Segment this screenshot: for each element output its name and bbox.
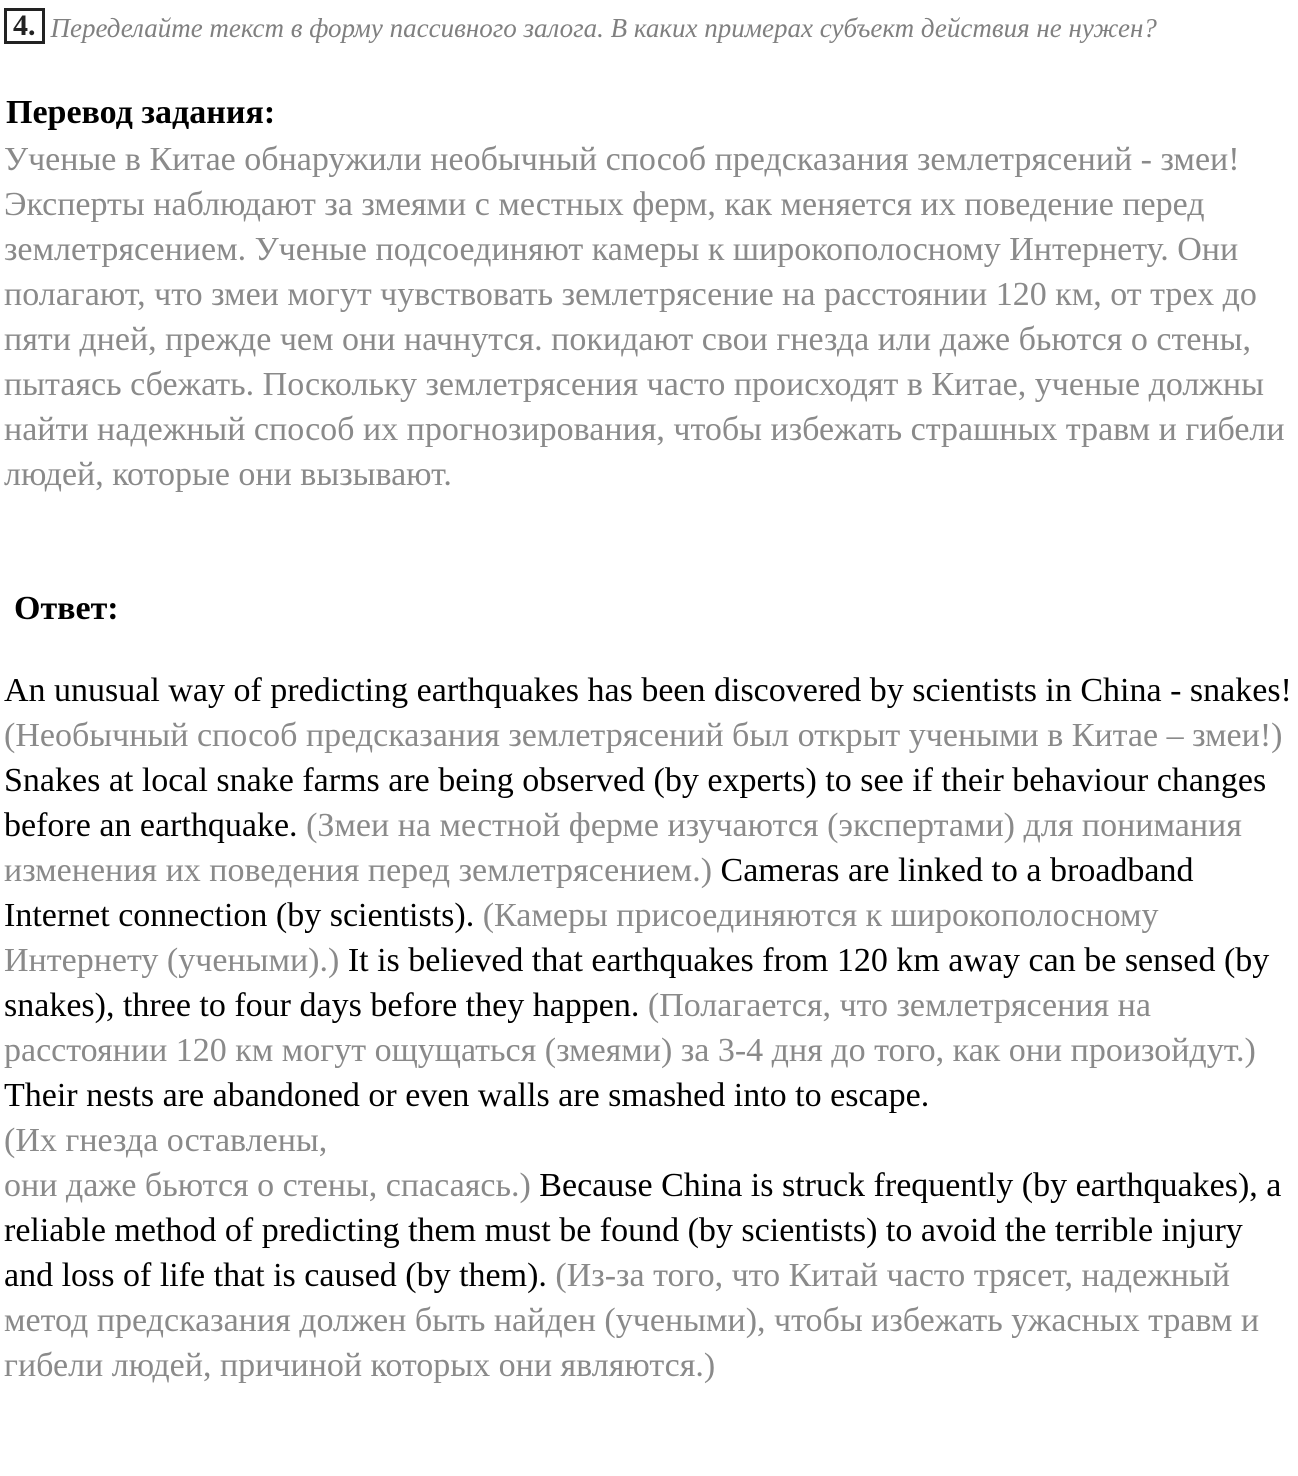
answer-ru-translation: (Полагается, что землетрясения на расстоянии 120 км могут ощущаться (змеями) за 3-4 дня до того, как они произойдут.)	[4, 987, 1256, 1069]
answer-en-sentence: An unusual way of predicting earthquakes has been discovered by scientists in China - snakes!	[4, 672, 1292, 709]
answer-en-sentence: It is believed that earthquakes from 120 km away can be sensed (by snakes), three to four days before they happen.	[4, 942, 1270, 1024]
answer-ru-translation: (Из-за того, что Китай часто трясет, надежный метод предсказания должен быть найден (учеными), чтобы избежать ужасных травм и гибели людей, причиной которых они являются.)	[4, 1257, 1260, 1384]
answer-ru-translation: (Необычный способ предсказания землетрясений был открыт учеными в Китае – змеи!)	[4, 717, 1283, 754]
answer-en-sentence: Cameras are linked to a broadband Internet connection (by scientists).	[4, 852, 1194, 934]
task-header	[4, 8, 1292, 47]
answer-ru-translation: (Змеи на местной ферме изучаются (экспертами) для понимания изменения их поведения перед землетрясением.)	[4, 807, 1242, 889]
answer-ru-translation: (Их гнезда оставлены,	[4, 1122, 328, 1159]
answer-text	[4, 668, 1296, 1388]
answer-ru-translation: (Камеры присоединяются к широкополосному Интернету (учеными).)	[4, 897, 1159, 979]
answer-ru-translation: они даже бьются о стены, спасаясь.)	[4, 1167, 540, 1204]
answer-heading: Ответ:	[14, 590, 119, 627]
translation-heading: Перевод задания:	[6, 94, 276, 131]
translation-text: Ученые в Китае обнаружили необычный способ предсказания землетрясений - змеи! Эксперты наблюдают за змеями с местных ферм, как меняется их поведение перед землетрясением. Ученые подсоединяют камеры к широкополосному Интернету. Они полагают, что змеи могут чувствовать землетрясение на расстоянии 120 км, от трех до пяти дней, прежде чем они начнутся. покидают свои гнезда или даже бьются о стены, пытаясь сбежать. Поскольку землетрясения часто происходят в Китае, ученые должны найти надежный способ их прогнозирования, чтобы избежать страшных травм и гибели людей, которые они вызывают.	[4, 141, 1285, 493]
answer-en-sentence: Their nests are abandoned or even walls are smashed into to escape.	[4, 1077, 930, 1114]
answer-en-sentence: Snakes at local snake farms are being observed (by experts) to see if their behaviour changes before an earthquake.	[4, 762, 1267, 844]
task-number: 4.	[4, 8, 45, 44]
task-instruction: Переделайте текст в форму пассивного залога. В каких примерах субъект действия не нужен?	[50, 13, 1157, 43]
answer-en-sentence: Because China is struck frequently (by earthquakes), a reliable method of predicting them must be found (by scientists) to avoid the terrible injury and loss of life that is caused (by them).	[4, 1167, 1282, 1294]
